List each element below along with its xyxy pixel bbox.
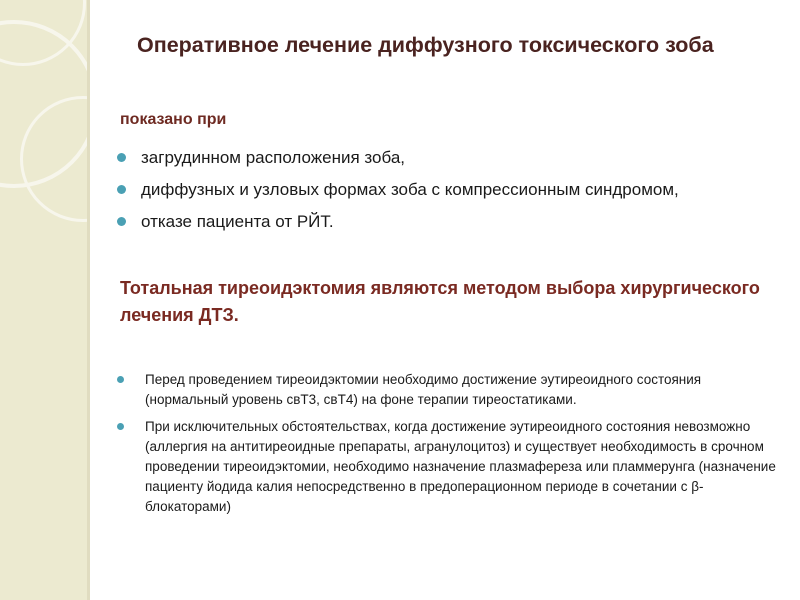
bullet-icon bbox=[117, 217, 126, 226]
notes-list bbox=[117, 370, 777, 524]
indications-list bbox=[117, 144, 737, 240]
bullet-icon bbox=[117, 376, 124, 383]
bullet-icon bbox=[117, 185, 126, 194]
bullet-icon bbox=[117, 423, 124, 430]
key-statement: Тотальная тиреоидэктомия являются методом выбора хирургического лечения ДТЗ. bbox=[120, 278, 760, 325]
decorative-sidebar bbox=[0, 0, 90, 600]
list-item: загрудинном расположения зоба, bbox=[117, 144, 737, 171]
indications-heading: показано при bbox=[120, 111, 227, 128]
list-item: отказе пациента от РЙТ. bbox=[117, 208, 737, 235]
list-item: Перед проведением тиреоидэктомии необходимо достижение эутиреоидного состояния (нормальный уровень свТ3, свТ4) на фоне терапии тиреостатиками. bbox=[117, 370, 777, 410]
slide-title: Оперативное лечение диффузного токсического зоба bbox=[137, 33, 714, 57]
sidebar-divider bbox=[87, 0, 90, 600]
list-item: диффузных и узловых формах зоба с компрессионным синдромом, bbox=[117, 176, 737, 203]
bullet-icon bbox=[117, 153, 126, 162]
list-item: При исключительных обстоятельствах, когда достижение эутиреоидного состояния невозможно (аллергия на антитиреоидные препараты, агранулоцитоз) и существует необходимость в срочном проведении тиреоидэктомии, необходимо назначение плазмафереза или пламмерунга (назначение пациенту йодида калия непосредственно в предоперационном периоде в сочетании с β-блокаторами) bbox=[117, 417, 777, 517]
